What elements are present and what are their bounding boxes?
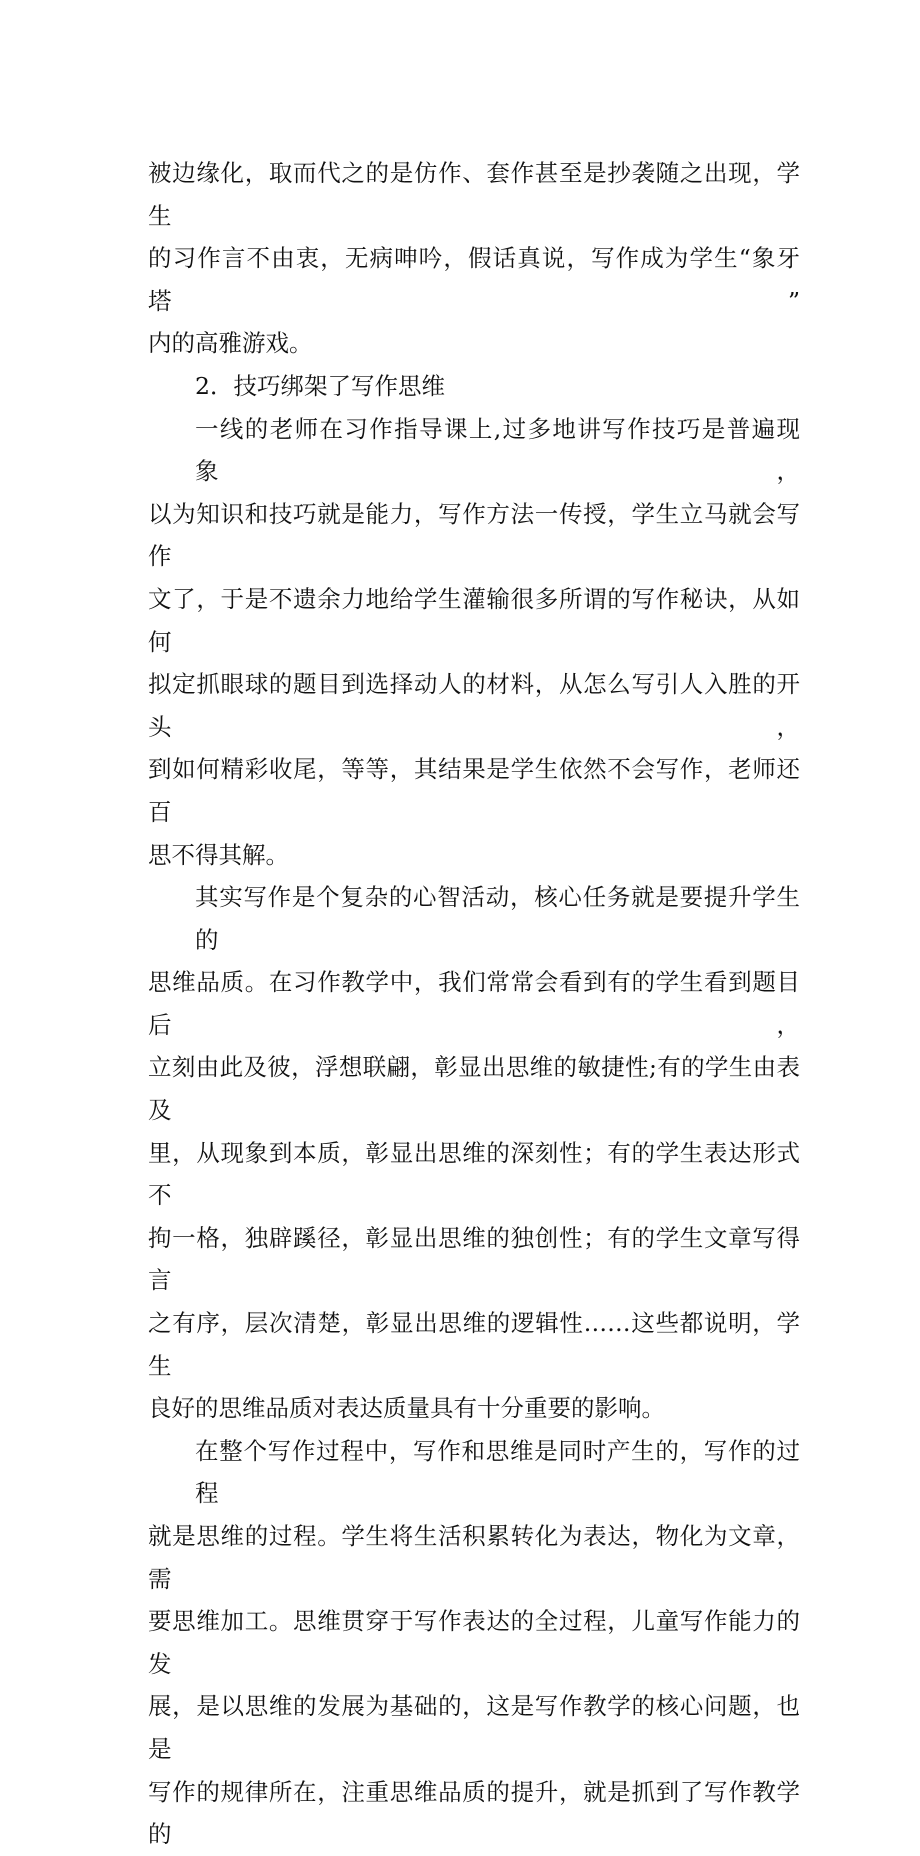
text-line: 良好的思维品质对表达质量具有十分重要的影响。: [148, 1394, 665, 1423]
text-line: 在整个写作过程中，写作和思维是同时产生的，写作的过程: [195, 1436, 800, 1508]
paragraph-4: [148, 876, 800, 1430]
text-line: 就是思维的过程。学生将生活积累转化为表达，物化为文章，需: [148, 1522, 800, 1593]
text-line: 写作的规律所在，注重思维品质的提升，就是抓到了写作教学的: [148, 1777, 800, 1849]
section-heading: [148, 365, 800, 408]
text-line: 思维品质。在习作教学中，我们常常会看到有的学生看到题目后，: [148, 968, 800, 1039]
text-line: 文了，于是不遗余力地给学生灌输很多所谓的写作秘诀，从如何: [148, 584, 800, 656]
body-text: [148, 152, 800, 1856]
text-line: 被边缘化，取而代之的是仿作、套作甚至是抄袭随之出现，学生: [148, 159, 800, 230]
text-line: 思不得其解。: [148, 840, 289, 869]
paragraph-5: [148, 1430, 800, 1856]
text-line: 内的高雅游戏。: [148, 329, 313, 358]
text-line: 的习作言不由衷，无病呻吟，假话真说，写作成为学生“象牙塔”: [148, 244, 800, 315]
text-line: 以为知识和技巧就是能力，写作方法一传授，学生立马就会写作: [148, 499, 800, 571]
text-line: 一线的老师在习作指导课上,过多地讲写作技巧是普遍现象，: [195, 414, 800, 486]
text-line: 要思维加工。思维贯穿于写作表达的全过程，儿童写作能力的发: [148, 1607, 800, 1678]
text-line: 里，从现象到本质，彰显出思维的深刻性；有的学生表达形式不: [148, 1138, 800, 1210]
text-line: 拟定抓眼球的题目到选择动人的材料，从怎么写引人入胜的开头，: [148, 670, 800, 741]
text-line: 拘一格，独辟蹊径，彰显出思维的独创性；有的学生文章写得言: [148, 1223, 800, 1295]
text-line: 其实写作是个复杂的心智活动，核心任务就是要提升学生的: [195, 883, 800, 954]
text-line: 展，是以思维的发展为基础的，这是写作教学的核心问题，也是: [148, 1692, 800, 1763]
text-line: 到如何精彩收尾，等等，其结果是学生依然不会写作，老师还百: [148, 755, 800, 826]
text-line: 之有序，层次清楚，彰显出思维的逻辑性……这些都说明，学生: [148, 1309, 800, 1380]
text-line: 立刻由此及彼，浮想联翩，彰显出思维的敏捷性;有的学生由表及: [148, 1053, 800, 1125]
paragraph-3: [148, 408, 800, 877]
paragraph-1: [148, 152, 800, 365]
heading-text: 2．技巧绑架了写作思维: [195, 371, 445, 400]
